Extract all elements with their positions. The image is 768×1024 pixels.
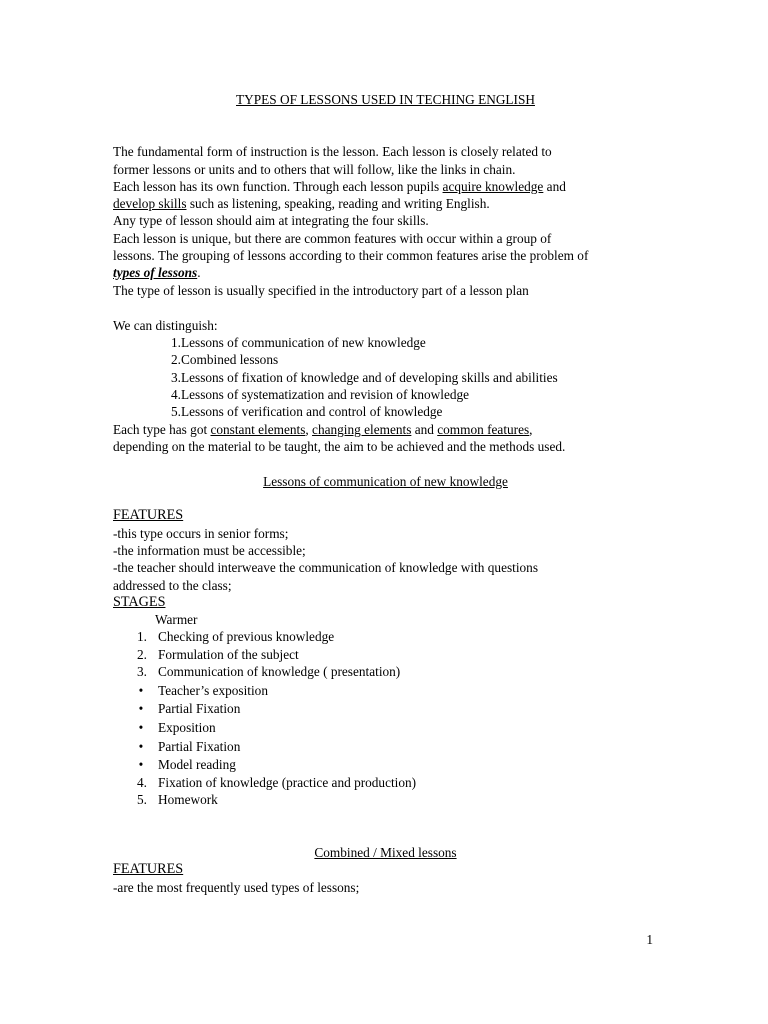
intro-line-7: lessons. The grouping of lessons according to their common features arise the problem of	[113, 248, 589, 263]
feature-line: -are the most frequently used types of lessons;	[113, 880, 360, 895]
intro-line-5: Any type of lesson should aim at integrating the four skills.	[113, 213, 429, 228]
acquire-knowledge-term: acquire knowledge	[442, 179, 544, 194]
types-of-lessons-term: types of lessons	[113, 265, 198, 280]
feature-line: addressed to the class;	[113, 578, 232, 593]
feature-line: -this type occurs in senior forms;	[113, 526, 289, 541]
changing-elements-term: changing elements	[312, 422, 412, 437]
section-heading: Combined / Mixed lessons	[314, 845, 457, 860]
intro-line-2: former lessons or units and to others that will follow, like the links in chain.	[113, 162, 516, 177]
constant-elements-term: constant elements	[210, 422, 306, 437]
feature-line: -the information must be accessible;	[113, 543, 306, 558]
develop-skills-term: develop skills	[113, 196, 187, 211]
intro-line-8	[113, 264, 201, 281]
document-page: TYPES OF LESSONS USED IN TECHING ENGLISH The fundamental form of instruction is the lesson. Each lesson is closely related to former lessons or units and to others that will follow, like the links in chain. Each lesson has its own function. Through each lesson pupils acquire knowledge and develop skills such as listening, speaking, reading and writing English. Any type of lesson should aim at integrating the four skills. Each lesson is unique, but there are common features with occur within a group of lessons. The grouping of lessons according to their common features arise the problem of types of lessons. The type of lesson is usually specified in the introductory part of a lesson plan We can distinguish: 1. Lessons of communication of new knowledge 2. Combined lessons 3. Lessons of fixation of knowledge and of developing skills and abilities 4. Lessons of systematization and revision of knowledge 5. Lessons of verification and control of knowledge Each type has got constant elements, changing elements and common features, depending on the material to be taught, the aim to be achieved and the methods used. Lessons of communication of new knowledge FEATURES -this type occurs in senior forms; -the information must be accessible; -the teacher should interweave the communication of knowledge with questions addressed to the class; STAGES Warmer 1. Checking of previous knowledge 2. Formulation of the subject 3. Communication of knowledge ( presentation) • Teacher’s exposition • Partial Fixation • Exposition • Partial Fixation • Model reading 4. Fixation of knowledge (practice and production) 5. Homework Combined / Mixed lessons FEATURES -are the most frequently used types of lessons;	[113, 0, 658, 1024]
intro-line-6: Each lesson is unique, but there are common features with occur within a group of	[113, 231, 552, 246]
warmer-label: Warmer	[155, 612, 198, 627]
intro-line-3-end: and	[543, 179, 566, 194]
feature-line: -the teacher should interweave the communication of knowledge with questions	[113, 560, 539, 575]
intro-line-9: The type of lesson is usually specified in the introductory part of a lesson plan	[113, 283, 529, 298]
each-type-line-1: Each type has got constant elements, changing elements and common features,	[113, 422, 533, 437]
intro-line-8-end: .	[197, 265, 201, 280]
intro-line-4	[113, 195, 490, 212]
intro-line-4-text: such as listening, speaking, reading and writing English.	[186, 196, 490, 211]
document-title: TYPES OF LESSONS USED IN TECHING ENGLISH	[236, 92, 535, 107]
intro-line-1: The fundamental form of instruction is the lesson. Each lesson is closely related to	[113, 144, 552, 159]
distinguish-lead: We can distinguish:	[113, 318, 218, 333]
intro-line-3	[113, 178, 566, 195]
features-label: FEATURES	[113, 507, 184, 523]
page-number: 1	[646, 932, 653, 947]
common-features-term: common features	[437, 422, 530, 437]
stages-label: STAGES	[113, 594, 166, 610]
intro-line-3-text: Each lesson has its own function. Through each lesson pupils	[113, 179, 443, 194]
features-label: FEATURES	[113, 861, 184, 877]
section-heading: Lessons of communication of new knowledge	[263, 474, 508, 489]
each-type-line-2: depending on the material to be taught, the aim to be achieved and the methods used.	[113, 439, 566, 454]
